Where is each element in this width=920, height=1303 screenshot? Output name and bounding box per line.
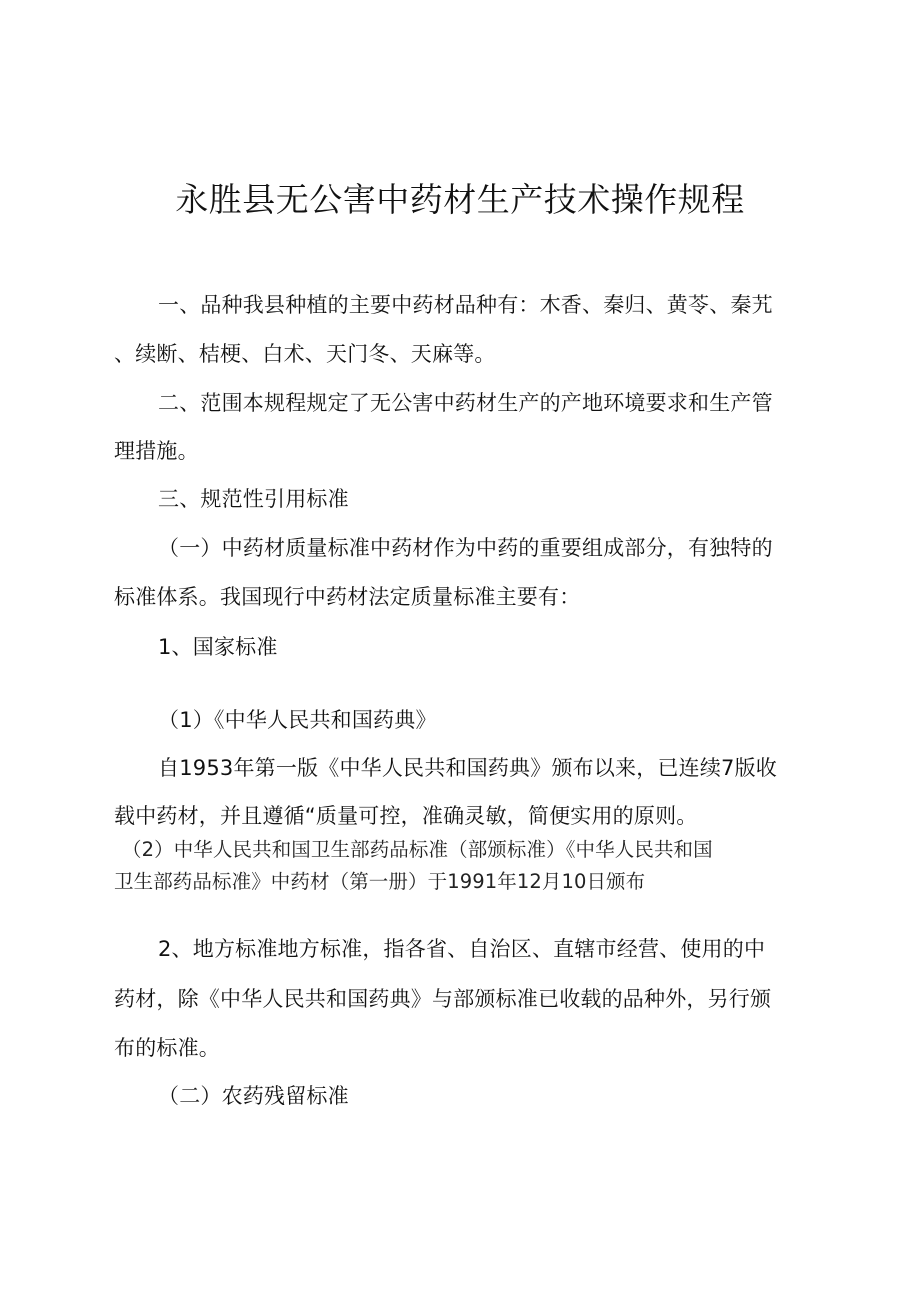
- local-standard-line-2: 药材，除《中华人民共和国药典》与部颁标准已收载的品种外，另行颁: [114, 987, 772, 1011]
- quality-standard-line-1: （一）中药材质量标准中药材作为中药的重要组成部分，有独特的: [158, 536, 773, 560]
- pesticide-residue-heading: （二）农药残留标准: [158, 1084, 349, 1108]
- ministry-standard-line-1: （2）中华人民共和国卫生部药品标准（部颁标准）《中华人民共和国: [122, 838, 713, 861]
- ministry-standard-line-2: 卫生部药品标准》中药材（第一册）于1991年12月10日颁布: [114, 870, 646, 893]
- paragraph-1-line-1: 一、品种我县种植的主要中药材品种有：木香、秦归、黄苓、秦艽: [158, 293, 773, 317]
- pharmacopoeia-line-1: 自1953年第一版《中华人民共和国药典》颁布以来，已连续7版收: [158, 756, 778, 780]
- document-title: 永胜县无公害中药材生产技术操作规程: [175, 180, 745, 219]
- pharmacopoeia-line-2: 载中药材，并且遵循“质量可控，准确灵敏，简便实用的原则。: [114, 804, 698, 828]
- quality-standard-line-2: 标准体系。我国现行中药材法定质量标准主要有：: [114, 585, 581, 609]
- local-standard-line-1: 2、地方标准地方标准，指各省、自治区、直辖市经营、使用的中: [158, 937, 766, 961]
- local-standard-line-3: 布的标准。: [114, 1036, 220, 1060]
- paragraph-2-line-2: 理措施。: [114, 439, 199, 463]
- paragraph-1-line-2: 、续断、桔梗、白术、天门冬、天麻等。: [114, 342, 496, 366]
- national-standard-heading: 1、国家标准: [158, 635, 278, 659]
- paragraph-2-line-1: 二、范围本规程规定了无公害中药材生产的产地环境要求和生产管: [158, 391, 773, 415]
- section-3-heading: 三、规范性引用标准: [158, 487, 349, 511]
- pharmacopoeia-heading: （1）《中华人民共和国药典》: [158, 708, 437, 732]
